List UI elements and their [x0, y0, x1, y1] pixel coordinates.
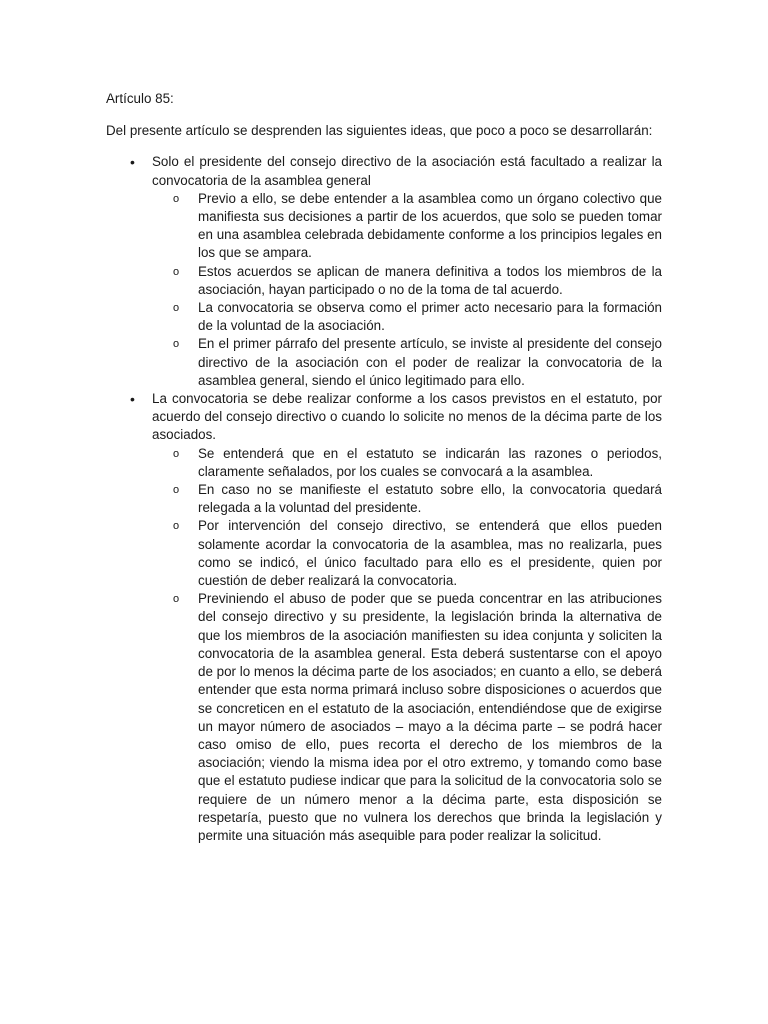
bullet-icon: •	[130, 154, 135, 171]
sub-bullet-icon: o	[173, 520, 180, 533]
intro-paragraph: Del presente artículo se desprenden las siguientes ideas, que poco a poco se desarrollarán:	[106, 123, 653, 139]
sub-bullet-icon: o	[173, 593, 180, 606]
sub-point-text: Por intervención del consejo directivo, se entenderá que ellos pueden solamente acordar la convocatoria de la asamblea, mas no realizarla, pues como se indicó, el único facultado para ello es el presidente, quien por cuestión de deber realizará la convocatoria.	[198, 518, 662, 589]
sub-point-text: En caso no se manifieste el estatuto sobre ello, la convocatoria quedará relegada a la voluntad del presidente.	[198, 482, 662, 516]
main-point-text: Solo el presidente del consejo directivo de la asociación está facultado a realizar la convocatoria de la asamblea general	[152, 154, 662, 188]
sub-point-text: Estos acuerdos se aplican de manera definitiva a todos los miembros de la asociación, hayan participado o no de la toma de tal acuerdo.	[198, 263, 662, 297]
sub-bullet-icon: o	[173, 265, 180, 278]
sub-point	[152, 263, 662, 299]
main-point-text: La convocatoria se debe realizar conforme a los casos previstos en el estatuto, por acuerdo del consejo directivo o cuando lo solicite no menos de la décima parte de los asociados.	[152, 391, 662, 443]
article-heading: Artículo 85:	[106, 91, 174, 106]
main-point	[106, 390, 662, 845]
sub-point	[152, 445, 662, 481]
sub-point-text: En el primer párrafo del presente artículo, se inviste al presidente del consejo directivo de la asociación con el poder de realizar la convocatoria de la asamblea general, siendo el único legitimado para ello.	[198, 336, 662, 388]
sub-bullet-icon: o	[173, 484, 180, 497]
sub-bullet-icon: o	[173, 447, 180, 460]
sub-bullet-icon: o	[173, 192, 180, 205]
sub-point	[152, 517, 662, 590]
sub-point	[152, 590, 662, 845]
main-bullet-list	[106, 153, 662, 845]
sub-point-text: Previo a ello, se debe entender a la asamblea como un órgano colectivo que manifiesta sus decisiones a partir de los acuerdos, que solo se pueden tomar en una asamblea celebrada debidamente conforme a los principios legales en los que se ampara.	[198, 190, 662, 261]
document-page	[106, 90, 662, 845]
sub-bullet-list	[152, 445, 662, 845]
sub-point	[152, 299, 662, 335]
sub-point	[152, 335, 662, 390]
main-point	[106, 153, 662, 390]
bullet-icon: •	[130, 391, 135, 408]
sub-point	[152, 481, 662, 517]
sub-point	[152, 190, 662, 263]
sub-point-text: Previniendo el abuso de poder que se pueda concentrar en las atribuciones del consejo directivo y su presidente, la legislación brinda la alternativa de que los miembros de la asociación manifiesten su idea conjunta y soliciten la convocatoria de la asamblea general. Esta deberá sustentarse con el apoyo de por lo menos la décima parte de los asociados; en cuanto a ello, se deberá entender que esta norma primará incluso sobre disposiciones o acuerdos que se concreticen en el estatuto de la asociación, entendiéndose que de exigirse un mayor número de asociados – mayo a la décima parte – se podrá hacer caso omiso de ello, pues recorta el derecho de los miembros de la asociación; viendo la misma idea por el otro extremo, y tomando como base que el estatuto pudiese indicar que para la solicitud de la convocatoria solo se requiere de un número menor a la décima parte, esta disposición se respetaría, puesto que no vulnera los derechos que brinda la legislación y permite una situación más asequible para poder realizar la solicitud.	[198, 591, 662, 843]
sub-bullet-icon: o	[173, 302, 180, 315]
sub-bullet-list	[152, 190, 662, 390]
sub-point-text: La convocatoria se observa como el primer acto necesario para la formación de la voluntad de la asociación.	[198, 300, 662, 334]
sub-point-text: Se entenderá que en el estatuto se indicarán las razones o periodos, claramente señalados, por los cuales se convocará a la asamblea.	[198, 445, 662, 479]
sub-bullet-icon: o	[173, 338, 180, 351]
